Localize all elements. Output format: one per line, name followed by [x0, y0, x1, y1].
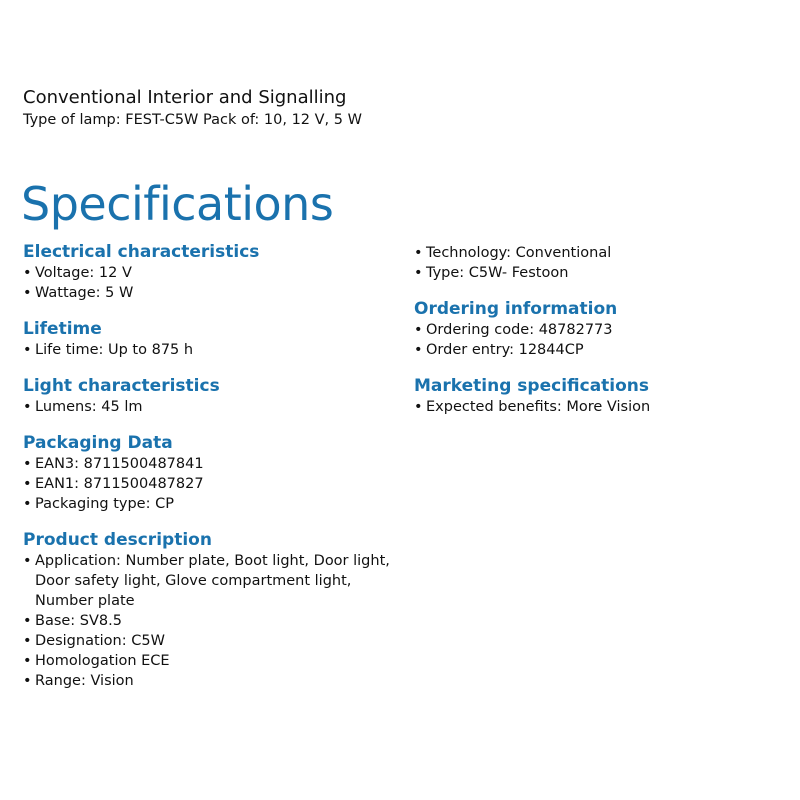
- page-title: Specifications: [21, 176, 334, 231]
- spec-list: [23, 263, 403, 303]
- section-product-description: [23, 529, 403, 691]
- spec-list: [23, 397, 403, 417]
- product-category-title: Conventional Interior and Signalling: [23, 87, 347, 108]
- spec-item: • Type: C5W- Festoon: [414, 263, 794, 283]
- spec-item: • Technology: Conventional: [414, 243, 794, 263]
- section-product-description-continued: [414, 243, 794, 283]
- section-packaging: [23, 432, 403, 514]
- section-marketing: [414, 375, 794, 417]
- section-title: Product description: [23, 530, 212, 550]
- spec-item: • Application: Number plate, Boot light, Door light, Door safety light, Glove compartment light, Number plate: [23, 551, 403, 611]
- spec-item: • EAN1: 8711500487827: [23, 474, 403, 494]
- section-title: Ordering information: [414, 299, 618, 319]
- section-title: Light characteristics: [23, 376, 220, 396]
- section-title: Packaging Data: [23, 433, 173, 453]
- spec-item: • Voltage: 12 V: [23, 263, 403, 283]
- spec-list: [23, 454, 403, 514]
- spec-item: • Life time: Up to 875 h: [23, 340, 403, 360]
- left-column: [23, 241, 403, 706]
- lamp-type-subtitle: Type of lamp: FEST-C5W Pack of: 10, 12 V, 5 W: [23, 112, 362, 128]
- spec-item: • Designation: C5W: [23, 631, 403, 651]
- section-title: Lifetime: [23, 319, 102, 339]
- spec-list: [414, 397, 794, 417]
- section-title: Electrical characteristics: [23, 242, 260, 262]
- spec-item: • Wattage: 5 W: [23, 283, 403, 303]
- section-title: Marketing specifications: [414, 376, 650, 396]
- spec-item: • Homologation ECE: [23, 651, 403, 671]
- spec-item: • EAN3: 8711500487841: [23, 454, 403, 474]
- spec-item: • Lumens: 45 lm: [23, 397, 403, 417]
- spec-item: • Order entry: 12844CP: [414, 340, 794, 360]
- right-column: [414, 243, 794, 432]
- spec-item: • Packaging type: CP: [23, 494, 403, 514]
- spec-list: [23, 340, 403, 360]
- section-electrical: [23, 241, 403, 303]
- section-ordering: [414, 298, 794, 360]
- spec-list: [414, 320, 794, 360]
- spec-item: • Base: SV8.5: [23, 611, 403, 631]
- spec-item: • Ordering code: 48782773: [414, 320, 794, 340]
- spec-item: • Expected benefits: More Vision: [414, 397, 794, 417]
- section-light: [23, 375, 403, 417]
- spec-item: • Range: Vision: [23, 671, 403, 691]
- section-lifetime: [23, 318, 403, 360]
- spec-list: [414, 243, 794, 283]
- spec-list: [23, 551, 403, 691]
